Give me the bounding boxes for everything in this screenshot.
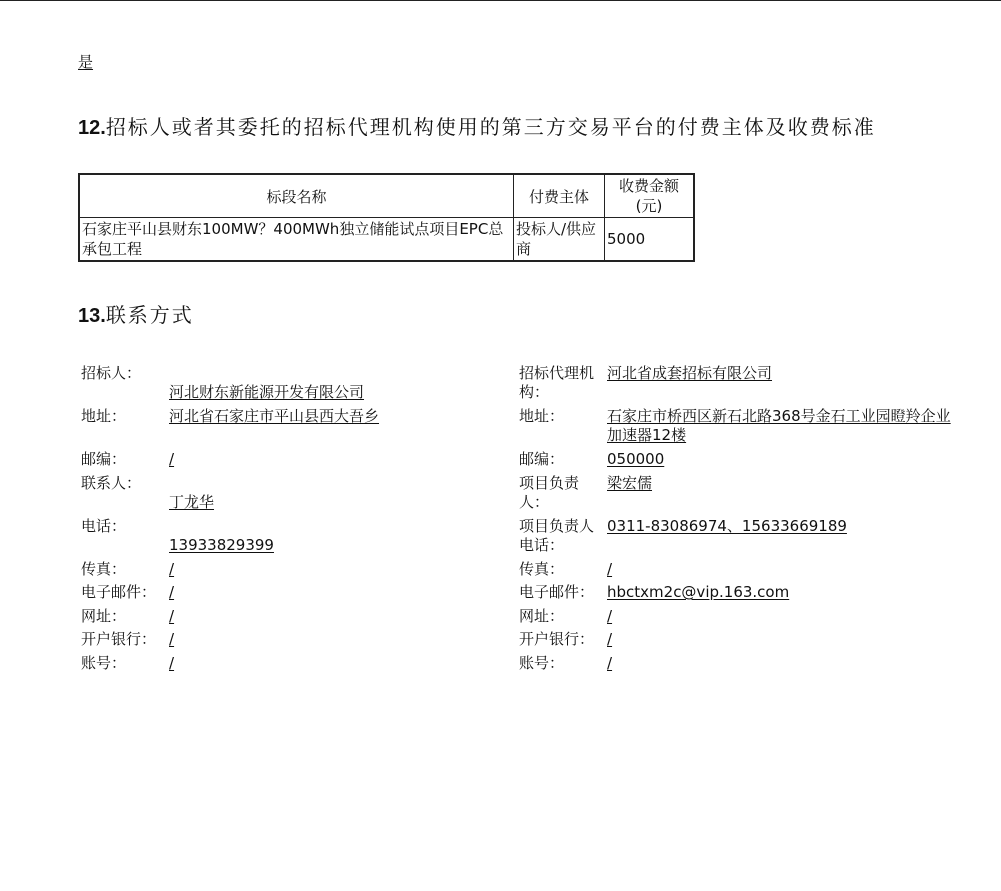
- tenderer-postcode: /: [169, 450, 175, 468]
- agency-project-lead: 梁宏儒: [607, 474, 653, 492]
- agency-address: 石家庄市桥西区新石北路368号金石工业园瞪羚企业加速器12楼: [607, 407, 951, 444]
- contact-label: 开户银行：: [81, 630, 157, 648]
- section-12-title: 招标人或者其委托的招标代理机构使用的第三方交易平台的付费主体及收费标准: [105, 115, 876, 139]
- contact-label: 项目负责人电话：: [519, 517, 595, 554]
- tenderer-contact: [81, 364, 501, 677]
- contact-row: [519, 517, 959, 560]
- contact-row: [81, 583, 501, 607]
- contact-label: 招标代理机构：: [519, 364, 595, 401]
- contact-label: 联系人：: [81, 474, 142, 492]
- contact-row: [519, 364, 959, 407]
- agency-website: /: [607, 607, 613, 625]
- contact-row: [519, 654, 959, 677]
- contact-row: [519, 583, 959, 607]
- contact-row: [81, 517, 501, 560]
- contact-row: [519, 560, 959, 583]
- agency-lead-phone: 0311-83086974、15633669189: [607, 517, 847, 535]
- section-13-heading: [78, 299, 194, 328]
- contact-label: 账号：: [519, 654, 565, 672]
- contact-label: 电子邮件：: [519, 583, 595, 601]
- contact-label: 电子邮件：: [81, 583, 157, 601]
- contact-row: [81, 607, 501, 630]
- section-12-heading: [78, 111, 876, 140]
- tenderer-phone: 13933829399: [169, 536, 274, 554]
- contact-row: [81, 364, 501, 407]
- contact-row: [519, 407, 959, 450]
- tenderer-name: 河北财东新能源开发有限公司: [169, 383, 365, 401]
- section-13-title: 联系方式: [105, 303, 194, 327]
- contact-label: 网址：: [519, 607, 565, 625]
- cell-section-name: 石家庄平山县财东100MW？400MWh独立储能试点项目EPC总承包工程: [79, 218, 514, 262]
- contact-row: [81, 407, 501, 450]
- contact-row: [519, 474, 959, 517]
- agency-account: /: [607, 654, 613, 672]
- tenderer-contact-person: 丁龙华: [169, 493, 215, 511]
- contact-label: 项目负责人：: [519, 474, 580, 511]
- tenderer-email: /: [169, 583, 175, 601]
- contact-label: 传真：: [519, 560, 565, 578]
- agency-contact: [519, 364, 959, 677]
- contact-row: [81, 654, 501, 677]
- contact-row: [81, 630, 501, 654]
- table-row: [79, 218, 694, 262]
- contact-label: 网址：: [81, 607, 127, 625]
- section-12-number: 12.: [78, 117, 106, 139]
- contact-row: [519, 607, 959, 630]
- tenderer-bank: /: [169, 630, 175, 648]
- tenderer-account: /: [169, 654, 175, 672]
- tenderer-website: /: [169, 607, 175, 625]
- agency-postcode: 050000: [607, 450, 665, 468]
- agency-bank: /: [607, 630, 613, 648]
- contact-label: 账号：: [81, 654, 127, 672]
- contact-label: 地址：: [81, 407, 127, 425]
- cell-amount: 5000: [605, 218, 695, 262]
- contact-label: 地址：: [519, 407, 565, 425]
- contact-label: 电话：: [81, 517, 127, 535]
- agency-name: 河北省成套招标有限公司: [607, 364, 773, 382]
- tenderer-fax: /: [169, 560, 175, 578]
- tenderer-address: 河北省石家庄市平山县西大吾乡: [169, 407, 380, 425]
- contact-label: 招标人：: [81, 364, 142, 382]
- contact-label: 邮编：: [81, 450, 127, 468]
- section-13-number: 13.: [78, 305, 106, 327]
- agency-fax: /: [607, 560, 613, 578]
- header-amount: 收费金额(元): [605, 174, 695, 218]
- top-word: 是: [78, 53, 94, 71]
- header-section-name: 标段名称: [79, 174, 514, 218]
- contact-row: [519, 450, 959, 474]
- contact-label: 传真：: [81, 560, 127, 578]
- contact-label: 开户银行：: [519, 630, 595, 648]
- fee-table-header: [79, 174, 694, 218]
- contact-row: [81, 560, 501, 583]
- contact-row: [81, 474, 501, 517]
- fee-table: [78, 173, 695, 262]
- agency-email: hbctxm2c@vip.163.com: [607, 583, 790, 601]
- contact-label: 邮编：: [519, 450, 565, 468]
- cell-payer: 投标人/供应商: [514, 218, 605, 262]
- contact-row: [81, 450, 501, 474]
- contact-row: [519, 630, 959, 654]
- header-payer: 付费主体: [514, 174, 605, 218]
- top-rule: [0, 0, 1001, 1]
